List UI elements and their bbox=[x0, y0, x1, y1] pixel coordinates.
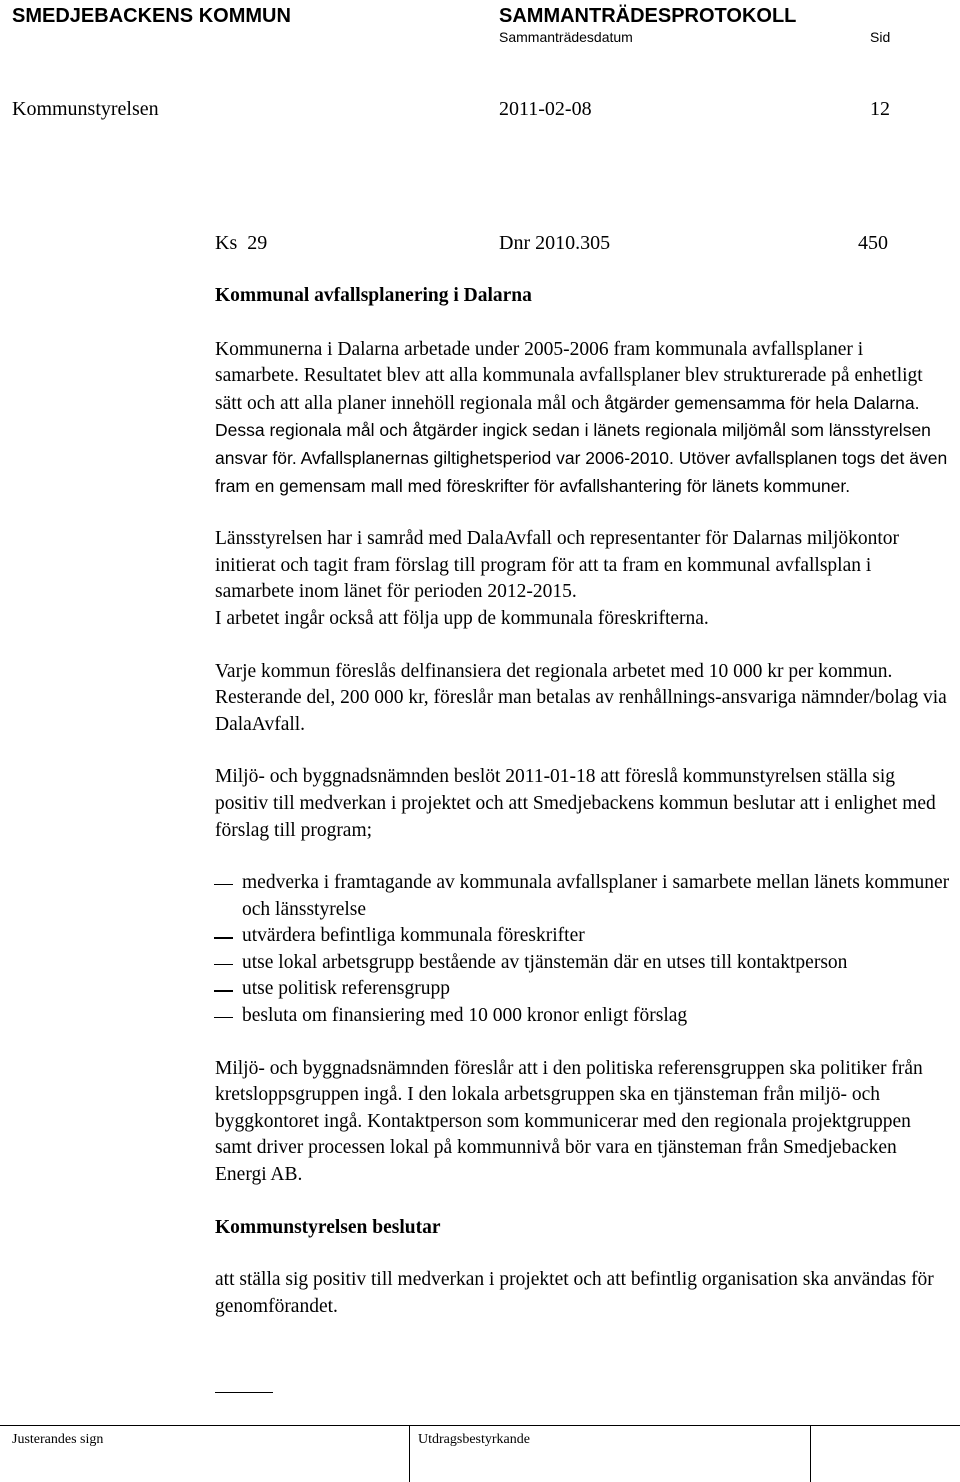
footer-divider bbox=[810, 1425, 811, 1482]
paragraph-mbn-decision: Miljö- och byggnadsnämnden beslöt 2011-01-18 att föreslå kommunstyrelsen ställa sig positiv till medverkan i projektet och att Smedjebackens kommun beslutar att i enlighet med förslag till program; bbox=[215, 766, 936, 841]
case-dnr: Dnr 2010.305 bbox=[499, 232, 611, 254]
proposal-list bbox=[215, 870, 950, 1030]
decision-text: att ställa sig positiv till medverkan i projektet och att befintlig organisation ska användas för genomförandet. bbox=[215, 1269, 934, 1317]
header-body: Kommunstyrelsen bbox=[12, 98, 159, 120]
paragraph-lansstyrelsen: Länsstyrelsen har i samråd med DalaAvfall och representanter för Dalarnas miljökontor initierat och tagit fram förslag till program för att ta fram en kommunal avfallsplan i samarbete inom länet för perioden 2012-2015. bbox=[215, 528, 900, 603]
dash-bullet-icon bbox=[214, 1017, 233, 1018]
paragraph-reference-group: Miljö- och byggnadsnämnden föreslår att i den politiska referensgruppen ska politiker från kretsloppsgruppen ingå. I den lokala arbetsgruppen ska en tjänsteman från miljö- och byggkontoret ingå. Kontaktperson som kommunicerar med den regionala projektgruppen samt driver processen lokal på kommunnivå bör vara en tjänsteman från Smedjebacken Energi AB. bbox=[215, 1057, 923, 1186]
dash-bullet-icon bbox=[214, 990, 233, 991]
dash-bullet-icon bbox=[214, 937, 233, 938]
list-item: utvärdera befintliga kommunala föreskrifter bbox=[215, 923, 950, 950]
footer-utdragsbestyrkande: Utdragsbestyrkande bbox=[418, 1432, 530, 1447]
paragraph-background bbox=[215, 337, 950, 501]
header-date: 2011-02-08 bbox=[499, 98, 592, 120]
header-organization: SMEDJEBACKENS KOMMUN bbox=[12, 5, 291, 27]
header-document-type: SAMMANTRÄDESPROTOKOLL bbox=[499, 5, 797, 27]
section-heading: Kommunal avfallsplanering i Dalarna bbox=[215, 285, 532, 306]
decision-heading: Kommunstyrelsen beslutar bbox=[215, 1216, 441, 1238]
list-item: utse politisk referensgrupp bbox=[215, 976, 950, 1003]
dash-bullet-icon bbox=[214, 884, 233, 885]
case-number: 450 bbox=[858, 232, 888, 254]
header-date-label: Sammanträdesdatum bbox=[499, 29, 633, 45]
case-ks: Ks 29 bbox=[215, 232, 268, 254]
paragraph-background-sans: åtgärder gemensamma för hela Dalarna. Dessa regionala mål och åtgärder ingick sedan i länets regionala miljömål som länsstyrelsen ansvar för. Avfallsplanernas giltighetsperiod var 2006-2010. Utöver avfallsplanen togs det även fram en gemensam mall med föreskrifter för avfallshantering för länets kommuner. bbox=[215, 392, 948, 496]
paragraph-arbetet: I arbetet ingår också att följa upp de kommunala föreskrifterna. bbox=[215, 607, 709, 629]
list-item: besluta om finansiering med 10 000 kronor enligt förslag bbox=[215, 1003, 950, 1030]
footer-divider bbox=[409, 1425, 410, 1482]
dash-bullet-icon bbox=[214, 964, 233, 965]
end-rule bbox=[215, 1392, 273, 1393]
header-page-number: 12 bbox=[870, 98, 890, 120]
header-page-label: Sid bbox=[870, 29, 891, 45]
list-item: medverka i framtagande av kommunala avfallsplaner i samarbete mellan länets kommuner och länsstyrelse bbox=[215, 870, 950, 923]
footer-justerandes-sign: Justerandes sign bbox=[12, 1432, 104, 1447]
document-body bbox=[215, 283, 950, 1346]
paragraph-background-serif: Kommunerna i Dalarna arbetade under 2005-2006 fram kommunala avfallsplaner i samarbete. Resultatet blev att alla kommunala avfallsplaner blev strukturerade på enhetligt sätt och att alla planer innehöll regionala mål och bbox=[215, 338, 923, 414]
list-item: utse lokal arbetsgrupp bestående av tjänstemän där en utses till kontaktperson bbox=[215, 950, 950, 977]
footer-rule bbox=[0, 1425, 960, 1426]
paragraph-financing: Varje kommun föreslås delfinansiera det regionala arbetet med 10 000 kr per kommun. Resterande del, 200 000 kr, föreslår man betalas av renhållnings-ansvariga nämnder/bolag via DalaAvfall. bbox=[215, 660, 947, 735]
